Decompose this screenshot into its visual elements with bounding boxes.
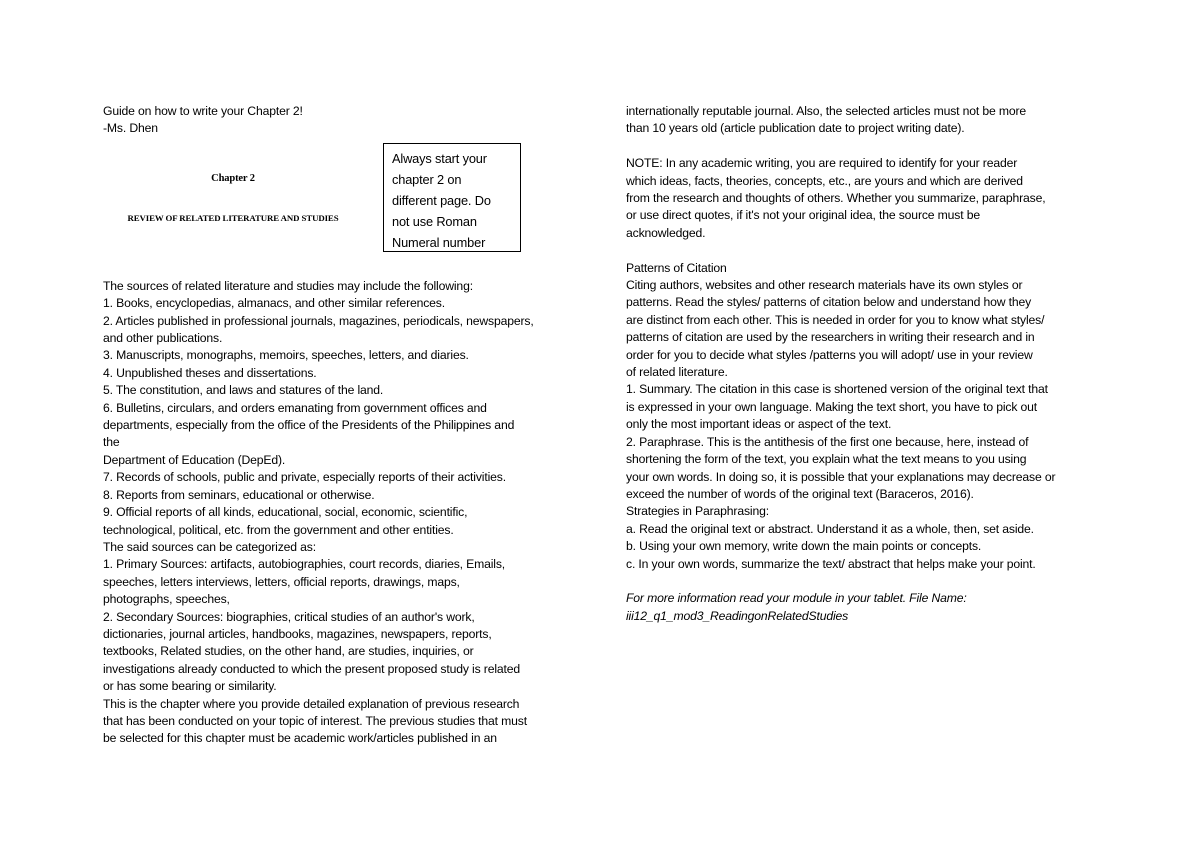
body-line: technological, political, etc. from the government and other entities. [103, 522, 454, 537]
body-line: 2. Paraphrase. This is the antithesis of the first one because, here, instead of [626, 434, 1029, 449]
body-line: exceed the number of words of the original text (Baraceros, 2016). [626, 486, 974, 501]
body-line: and other publications. [103, 331, 223, 346]
note-box-line: chapter 2 on [392, 171, 462, 187]
body-line: Department of Education (DepEd). [103, 452, 286, 467]
note-box [383, 143, 521, 252]
body-line: 1. Primary Sources: artifacts, autobiographies, court records, diaries, Emails, [103, 557, 506, 572]
body-line: textbooks, Related studies, on the other hand, are studies, inquiries, or [103, 644, 474, 659]
note-box-line: not use Roman [392, 213, 477, 229]
body-line: are distinct from each other. This is needed in order for you to know what styles/ [626, 312, 1045, 327]
body-line: dictionaries, journal articles, handbooks, magazines, newspapers, reports, [103, 626, 492, 641]
right-column [626, 103, 1106, 625]
module-reference [626, 590, 1106, 625]
chapter-subtitle: REVIEW OF RELATED LITERATURE AND STUDIES [127, 212, 339, 223]
body-line: shortening the form of the text, you explain what the text means to you using [626, 452, 1027, 467]
document-header [103, 103, 583, 138]
body-line: investigations already conducted to which the present proposed study is related [103, 661, 521, 676]
body-line: the [103, 435, 120, 450]
body-line: only the most important ideas or aspect of the text. [626, 417, 892, 432]
note-box-line: Always start your [392, 150, 487, 166]
document-author: -Ms. Dhen [103, 121, 158, 136]
section-heading: Patterns of Citation [626, 260, 727, 275]
note-paragraph [626, 155, 1106, 242]
body-line: 4. Unpublished theses and dissertations. [103, 365, 317, 380]
citation-section [626, 260, 1106, 573]
body-line: 3. Manuscripts, monographs, memoirs, speeches, letters, and diaries. [103, 348, 469, 363]
body-line: a. Read the original text or abstract. Understand it as a whole, then, set aside. [626, 521, 1034, 536]
body-line: internationally reputable journal. Also, the selected articles must not be more [626, 104, 1027, 118]
body-line: This is the chapter where you provide detailed explanation of previous research [103, 696, 520, 711]
body-line: 6. Bulletins, circulars, and orders emanating from government offices and [103, 400, 487, 415]
body-line: 9. Official reports of all kinds, educational, social, economic, scientific, [103, 505, 468, 520]
body-line: NOTE: In any academic writing, you are required to identify for your reader [626, 156, 1018, 171]
continuation-paragraph [626, 103, 1106, 138]
body-line: departments, especially from the office of the Presidents of the Philippines and [103, 418, 515, 433]
body-line: c. In your own words, summarize the text/ abstract that helps make your point. [626, 556, 1036, 571]
body-line: order for you to decide what styles /patterns you will adopt/ use in your review [626, 347, 1033, 362]
body-line: of related literature. [626, 365, 728, 380]
chapter-title: Chapter 2 [211, 172, 255, 184]
module-file-name: iii12_q1_mod3_ReadingonRelatedStudies [626, 608, 849, 623]
body-line: is expressed in your own language. Making the text short, you have to pick out [626, 399, 1038, 414]
body-line: Citing authors, websites and other research materials have its own styles or [626, 278, 1023, 293]
body-line: patterns. Read the styles/ patterns of citation below and understand how they [626, 295, 1032, 310]
body-line: 1. Books, encyclopedias, almanacs, and other similar references. [103, 296, 445, 311]
body-line: or use direct quotes, if it's not your original idea, the source must be [626, 208, 980, 223]
document-title: Guide on how to write your Chapter 2! [103, 104, 303, 118]
body-line: 2. Secondary Sources: biographies, critical studies of an author's work, [103, 609, 475, 624]
body-line: photographs, speeches, [103, 592, 230, 607]
body-line: The sources of related literature and studies may include the following: [103, 278, 473, 293]
body-line: speeches, letters interviews, letters, official reports, drawings, maps, [103, 574, 460, 589]
section-heading: Strategies in Paraphrasing: [626, 504, 769, 519]
body-line: your own words. In doing so, it is possible that your explanations may decrease or [626, 469, 1056, 484]
body-line: 1. Summary. The citation in this case is shortened version of the original text that [626, 382, 1048, 397]
body-line: b. Using your own memory, write down the main points or concepts. [626, 539, 982, 554]
left-column [103, 103, 583, 748]
body-line: from the research and thoughts of others. Whether you summarize, paraphrase, [626, 191, 1046, 206]
body-line: 8. Reports from seminars, educational or otherwise. [103, 487, 375, 502]
note-box-line: Numeral number [392, 234, 486, 250]
body-line: be selected for this chapter must be academic work/articles published in an [103, 731, 497, 746]
body-line: patterns of citation are used by the researchers in writing their research and in [626, 330, 1035, 345]
body-line: than 10 years old (article publication date to project writing date). [626, 121, 965, 136]
module-reference-line: For more information read your module in your tablet. File Name: [626, 591, 967, 606]
note-box-line: different page. Do [392, 192, 491, 208]
body-line: acknowledged. [626, 225, 706, 240]
chapter-heading-area [103, 138, 583, 278]
body-line: 5. The constitution, and laws and statures of the land. [103, 383, 384, 398]
body-line: The said sources can be categorized as: [103, 539, 316, 554]
body-line: or has some bearing or similarity. [103, 679, 277, 694]
body-line: which ideas, facts, theories, concepts, etc., are yours and which are derived [626, 173, 1023, 188]
body-line: that has been conducted on your topic of interest. The previous studies that must [103, 713, 527, 728]
body-line: 7. Records of schools, public and private, especially reports of their activities. [103, 470, 506, 485]
sources-body [103, 278, 583, 748]
body-line: 2. Articles published in professional journals, magazines, periodicals, newspapers, [103, 313, 534, 328]
